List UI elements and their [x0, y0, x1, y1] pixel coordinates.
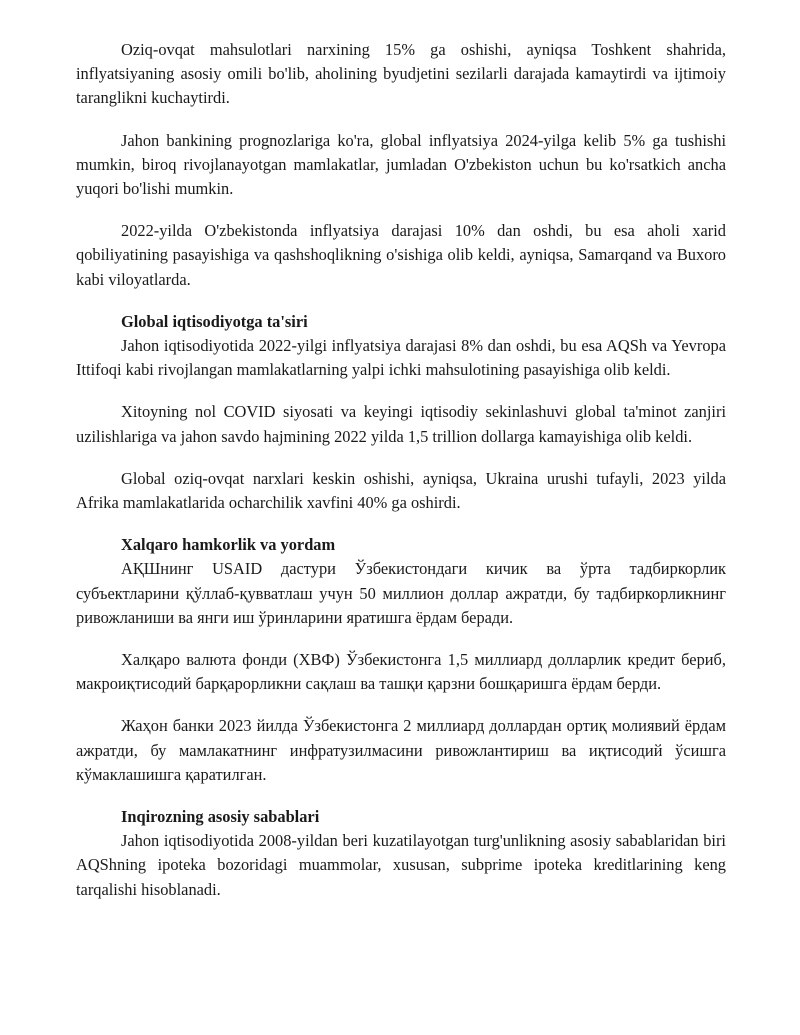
paragraph: Халқаро валюта фонди (ХВФ) Ўзбекистонга 1,5 миллиард долларлик кредит бериб, макроиқтисодий барқарорликни сақлаш ва ташқи қарзни бошқаришга ёрдам берди.	[76, 650, 726, 694]
section-heading-global: Global iqtisodiyotga ta'siri	[121, 311, 308, 331]
paragraph: Jahon iqtisodiyotida 2008-yildan beri kuzatilayotgan turg'unlikning asosiy sabablaridan biri AQShning ipoteka bozoridagi muammolar, xususan, subprime ipoteka kreditlarining keng tarqalishi hisoblanadi.	[76, 831, 726, 899]
document-page	[76, 38, 726, 902]
paragraph: Jahon bankining prognozlariga ko'ra, global inflyatsiya 2024-yilga kelib 5% ga tushishi mumkin, biroq rivojlanayotgan mamlakatlar, jumladan O'zbekiston uchun bu ko'rsatkich ancha yuqori bo'lishi mumkin.	[76, 130, 726, 199]
paragraph: Oziq-ovqat mahsulotlari narxining 15% ga oshishi, ayniqsa Toshkent shahrida, inflyatsiyaning asosiy omili bo'lib, aholining byudjetini sezilarli darajada kamaytirdi va ijtimoiy taranglikni kuchaytirdi.	[76, 40, 726, 108]
section-heading-cooperation: Xalqaro hamkorlik va yordam	[121, 535, 336, 555]
paragraph: Jahon iqtisodiyotida 2022-yilgi inflyatsiya darajasi 8% dan oshdi, bu esa AQSh va Yevropa Ittifoqi kabi rivojlangan mamlakatlarning yalpi ichki mahsulotining pasayishiga olib keldi.	[76, 336, 726, 380]
paragraph: АҚШнинг USAID дастури Ўзбекистондаги кичик ва ўрта тадбиркорлик субъектларини қўллаб-қувватлаш учун 50 миллион доллар ажратди, бу тадбиркорликнинг ривожланиши ва янги иш ўринларини яратишга ёрдам беради.	[76, 559, 726, 627]
paragraph: Жаҳон банки 2023 йилда Ўзбекистонга 2 миллиард доллардан ортиқ молиявий ёрдам ажратди, бу мамлакатнинг инфратузилмасини ривожлантириш ва иқтисодий ўсишга кўмаклашишга қаратилган.	[76, 716, 726, 784]
paragraph: Global oziq-ovqat narxlari keskin oshishi, ayniqsa, Ukraina urushi tufayli, 2023 yilda Afrika mamlakatlarida ocharchilik xavfini 40% ga oshirdi.	[76, 468, 726, 513]
paragraph: 2022-yilda O'zbekistonda inflyatsiya darajasi 10% dan oshdi, bu esa aholi xarid qobiliyatining pasayishiga va qashshoqlikning o'sishiga olib keldi, ayniqsa, Samarqand va Buxoro kabi viloyatlarda.	[76, 221, 726, 289]
section-heading-crisis: Inqirozning asosiy sabablari	[121, 807, 320, 827]
paragraph: Xitoyning nol COVID siyosati va keyingi iqtisodiy sekinlashuvi global ta'minot zanjiri uzilishlariga va jahon savdo hajmining 2022 yilda 1,5 trillion dollarga kamayishiga olib keldi.	[76, 402, 726, 446]
